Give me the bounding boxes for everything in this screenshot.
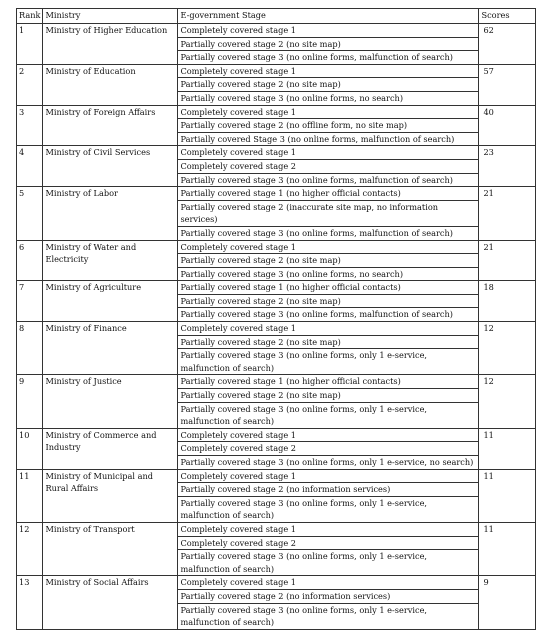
- stage-cell: [178, 469, 479, 522]
- stage-line: Partially covered stage 3 (no online forms, only 1 e-service, malfunction of search): [180, 350, 428, 373]
- rank-cell: 7: [17, 281, 43, 322]
- rank-cell: 8: [17, 322, 43, 375]
- ministry-cell: Ministry of Finance: [43, 322, 178, 375]
- stage-line: Completely covered stage 2: [178, 537, 478, 551]
- stage-line: Partially covered stage 1 (no higher official contacts): [178, 281, 478, 295]
- ministry-cell: Ministry of Agriculture: [43, 281, 178, 322]
- header-rank: Rank: [17, 9, 43, 24]
- stage-line: Partially covered stage 1 (no higher official contacts): [178, 375, 478, 389]
- stage-line: Completely covered stage 1: [178, 429, 478, 443]
- ranking-table: [16, 8, 536, 630]
- stage-line: Partially covered stage 2 (no site map): [178, 38, 478, 52]
- stage-line: Partially covered stage 3 (no online forms, malfunction of search): [180, 174, 453, 185]
- stage-cell: [178, 187, 479, 240]
- stage-line: Completely covered stage 1: [178, 241, 478, 255]
- stage-line: Partially covered stage 2 (no site map): [178, 254, 478, 268]
- ministry-cell: Ministry of Education: [43, 64, 178, 105]
- table-row: [17, 24, 536, 65]
- ministry-cell: Ministry of Justice: [43, 375, 178, 428]
- stage-line: Completely covered stage 1: [178, 24, 478, 38]
- score-cell: 11: [479, 428, 536, 469]
- stage-line: Partially covered stage 2 (no information services): [178, 483, 478, 497]
- stage-line: Partially covered stage 3 (no online forms, only 1 e-service, malfunction of search): [180, 551, 428, 574]
- stage-cell: [178, 146, 479, 187]
- stage-line: Partially covered stage 2 (no site map): [178, 389, 478, 403]
- stage-cell: [178, 105, 479, 146]
- stage-line: Completely covered stage 1: [178, 146, 478, 160]
- rank-cell: 12: [17, 522, 43, 575]
- score-cell: 9: [479, 576, 536, 629]
- table-row: [17, 105, 536, 146]
- table-header-row: [17, 9, 536, 24]
- stage-line: Completely covered stage 1: [178, 322, 478, 336]
- score-cell: 21: [479, 240, 536, 281]
- ministry-cell: Ministry of Higher Education: [43, 24, 178, 65]
- score-cell: 18: [479, 281, 536, 322]
- table-row: [17, 187, 536, 240]
- stage-line: Completely covered stage 1: [178, 106, 478, 120]
- rank-cell: 1: [17, 24, 43, 65]
- score-cell: 21: [479, 187, 536, 240]
- table-row: [17, 375, 536, 428]
- ministry-cell: Ministry of Water and Electricity: [43, 240, 178, 281]
- stage-line: Completely covered stage 1: [178, 470, 478, 484]
- table-row: [17, 322, 536, 375]
- rank-cell: 11: [17, 469, 43, 522]
- header-stage: E-government Stage: [178, 9, 479, 24]
- table-row: [17, 428, 536, 469]
- stage-line: Partially covered stage 2 (no information services): [178, 590, 478, 604]
- stage-line: Partially covered stage 3 (no online forms, malfunction of search): [180, 227, 453, 238]
- stage-cell: [178, 64, 479, 105]
- stage-line: Partially covered stage 3 (no online forms, only 1 e-service, no search): [180, 457, 474, 467]
- score-cell: 57: [479, 64, 536, 105]
- ministry-cell: Ministry of Labor: [43, 187, 178, 240]
- ministry-cell: Ministry of Transport: [43, 522, 178, 575]
- stage-cell: [178, 24, 479, 65]
- ministry-cell: Ministry of Civil Services: [43, 146, 178, 187]
- stage-line: Partially covered stage 2 (inaccurate site map, no information services): [178, 201, 478, 227]
- stage-cell: [178, 281, 479, 322]
- rank-cell: 3: [17, 105, 43, 146]
- stage-cell: [178, 522, 479, 575]
- stage-line: Partially covered stage 3 (no online forms, only 1 e-service, malfunction of search): [180, 604, 428, 628]
- stage-line: Partially covered stage 2 (no site map): [178, 295, 478, 309]
- stage-line: Partially covered stage 3 (no online forms, no search): [180, 92, 404, 103]
- score-cell: 12: [479, 322, 536, 375]
- table-row: [17, 281, 536, 322]
- rank-cell: 4: [17, 146, 43, 187]
- score-cell: 12: [479, 375, 536, 428]
- header-ministry: Ministry: [43, 9, 178, 24]
- stage-line: Completely covered stage 1: [178, 576, 478, 590]
- rank-cell: 13: [17, 576, 43, 629]
- stage-line: Partially covered stage 3 (no online forms, malfunction of search): [180, 309, 453, 320]
- header-scores: Scores: [479, 9, 536, 24]
- table-row: [17, 146, 536, 187]
- table-row: [17, 64, 536, 105]
- stage-line: Partially covered stage 2 (no offline form, no site map): [178, 119, 478, 133]
- rank-cell: 9: [17, 375, 43, 428]
- ministry-cell: Ministry of Social Affairs: [43, 576, 178, 629]
- ministry-cell: Ministry of Commerce and Industry: [43, 428, 178, 469]
- table-row: [17, 469, 536, 522]
- stage-line: Partially covered stage 2 (no site map): [178, 336, 478, 350]
- stage-cell: [178, 375, 479, 428]
- stage-line: Completely covered stage 2: [178, 160, 478, 174]
- stage-line: Partially covered stage 3 (no online forms, only 1 e-service, malfunction of search): [180, 403, 428, 427]
- stage-line: Partially covered stage 3 (no online forms, malfunction of search): [180, 52, 453, 63]
- stage-line: Completely covered stage 1: [178, 65, 478, 79]
- score-cell: 11: [479, 522, 536, 575]
- stage-line: Partially covered stage 3 (no online forms, no search): [180, 268, 404, 279]
- stage-cell: [178, 322, 479, 375]
- table-row: [17, 576, 536, 629]
- rank-cell: 2: [17, 64, 43, 105]
- table-row: [17, 522, 536, 575]
- table-body: [17, 24, 536, 630]
- stage-cell: [178, 428, 479, 469]
- ranking-table-container: [16, 8, 536, 630]
- ministry-cell: Ministry of Municipal and Rural Affairs: [43, 469, 178, 522]
- stage-line: Partially covered Stage 3 (no online forms, malfunction of search): [180, 133, 455, 144]
- stage-line: Completely covered stage 2: [178, 442, 478, 456]
- stage-line: Partially covered stage 2 (no site map): [178, 78, 478, 92]
- score-cell: 11: [479, 469, 536, 522]
- score-cell: 62: [479, 24, 536, 65]
- rank-cell: 5: [17, 187, 43, 240]
- score-cell: 40: [479, 105, 536, 146]
- stage-line: Partially covered stage 1 (no higher official contacts): [178, 187, 478, 201]
- rank-cell: 10: [17, 428, 43, 469]
- rank-cell: 6: [17, 240, 43, 281]
- stage-line: Completely covered stage 1: [178, 523, 478, 537]
- ministry-cell: Ministry of Foreign Affairs: [43, 105, 178, 146]
- stage-line: Partially covered stage 3 (no online forms, only 1 e-service, malfunction of search): [180, 497, 428, 521]
- score-cell: 23: [479, 146, 536, 187]
- table-row: [17, 240, 536, 281]
- stage-cell: [178, 576, 479, 629]
- stage-cell: [178, 240, 479, 281]
